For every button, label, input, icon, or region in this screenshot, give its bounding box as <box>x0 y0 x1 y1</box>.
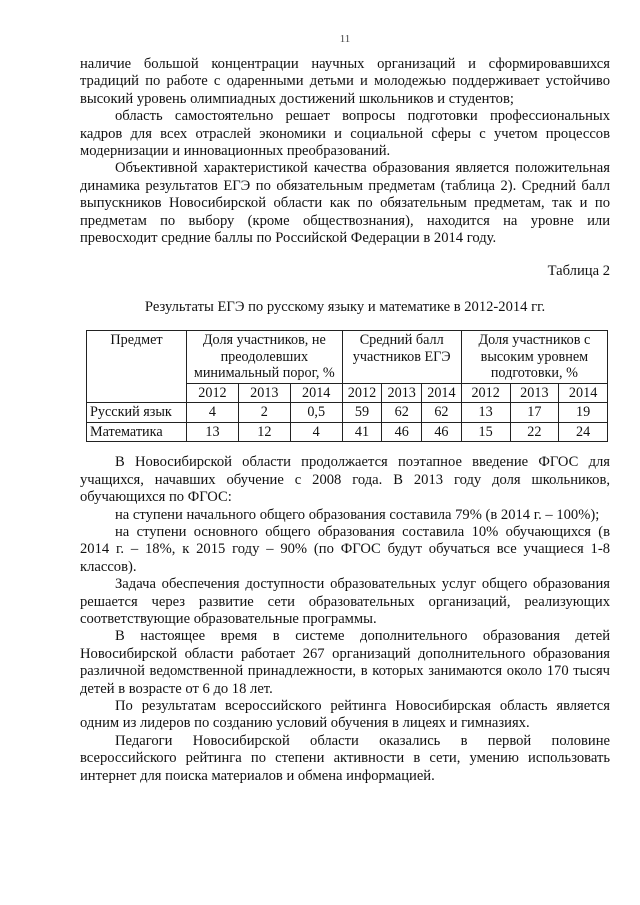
table-row <box>87 403 608 423</box>
value-cell: 15 <box>461 422 510 442</box>
paragraph: Педагоги Новосибирской области оказались в первой половине всероссийского рейтинга по степени активности в сети, умению использовать интернет для поиска материалов и обмена информацией. <box>80 732 610 784</box>
paragraph: По результатам всероссийского рейтинга Новосибирская область является одним из лидеров по созданию условий обучения в лицеях и гимназиях. <box>80 697 610 732</box>
page-number: 11 <box>339 33 351 45</box>
value-cell: 46 <box>382 422 422 442</box>
value-cell: 4 <box>187 403 239 423</box>
year-cell: 2013 <box>510 383 559 403</box>
value-cell: 0,5 <box>290 403 342 423</box>
paragraph: область самостоятельно решает вопросы подготовки профессиональных кадров для всех отраслей экономики и социальной сферы с учетом процессов модернизации и инновационных преобразований. <box>80 108 610 160</box>
text-block-top <box>80 56 610 247</box>
table-row <box>87 422 608 442</box>
year-cell: 2012 <box>187 383 239 403</box>
results-table <box>86 330 608 442</box>
year-cell: 2013 <box>238 383 290 403</box>
value-cell: 17 <box>510 403 559 423</box>
table-label: Таблица 2 <box>547 263 610 280</box>
paragraph: Задача обеспечения доступности образовательных услуг общего образования решается через развитие сети образовательных организаций, реализующих соответствующие образовательные программы. <box>80 576 610 627</box>
text-block-bottom <box>80 454 610 785</box>
value-cell: 22 <box>510 422 559 442</box>
value-cell: 24 <box>559 422 608 442</box>
value-cell: 46 <box>422 422 462 442</box>
year-cell: 2013 <box>382 383 422 403</box>
value-cell: 13 <box>187 422 239 442</box>
value-cell: 19 <box>559 403 608 423</box>
paragraph: В настоящее время в системе дополнительного образования детей Новосибирской области работает 267 организаций дополнительного образования различной ведомственной принадлежности, в которых занимаются около 170 тысяч детей в возрасте от 6 до 18 лет. <box>80 628 610 697</box>
header-group-failed: Доля участников, не преодолевших минимальный порог, % <box>187 331 343 384</box>
value-cell: 62 <box>422 403 462 423</box>
header-subject: Предмет <box>87 331 187 403</box>
header-group-average: Средний балл участников ЕГЭ <box>342 331 461 384</box>
header-group-high: Доля участников с высоким уровнем подготовки, % <box>461 331 607 384</box>
year-cell: 2012 <box>342 383 382 403</box>
subject-cell: Математика <box>87 422 187 442</box>
year-cell: 2014 <box>559 383 608 403</box>
paragraph: В Новосибирской области продолжается поэтапное введение ФГОС для учащихся, начавших обучение с 2008 года. В 2013 году доля школьников, обучающихся по ФГОС: <box>80 454 610 506</box>
paragraph: на ступени начального общего образования составила 79% (в 2014 г. – 100%); <box>115 506 600 523</box>
paragraph: на ступени основного общего образования составила 10% обучающихся (в 2014 г. – 18%, к 2015 году – 90% (по ФГОС будут обучаться все учащиеся 1-8 классов). <box>80 523 610 575</box>
value-cell: 2 <box>238 403 290 423</box>
value-cell: 59 <box>342 403 382 423</box>
value-cell: 4 <box>290 422 342 442</box>
table-title: Результаты ЕГЭ по русскому языку и математике в 2012-2014 гг. <box>144 298 546 315</box>
paragraph: Объективной характеристикой качества образования является положительная динамика результатов ЕГЭ по обязательным предметам (таблица 2). Средний балл выпускников Новосибирской области как по обязательным предметам, так и по предметам по выбору (кроме обществознания), находится на уровне или превосходит средние баллы по Российской Федерации в 2014 году. <box>80 160 610 247</box>
subject-cell: Русский язык <box>87 403 187 423</box>
year-cell: 2012 <box>461 383 510 403</box>
document-page <box>80 32 610 785</box>
value-cell: 12 <box>238 422 290 442</box>
value-cell: 62 <box>382 403 422 423</box>
paragraph: наличие большой концентрации научных организаций и сформировавшихся традиций по работе с одаренными детьми и молодежью поддерживает устойчиво высокий уровень олимпиадных достижений школьников и студентов; <box>80 56 610 107</box>
table-header-row <box>87 331 608 384</box>
value-cell: 41 <box>342 422 382 442</box>
year-cell: 2014 <box>422 383 462 403</box>
value-cell: 13 <box>461 403 510 423</box>
year-cell: 2014 <box>290 383 342 403</box>
